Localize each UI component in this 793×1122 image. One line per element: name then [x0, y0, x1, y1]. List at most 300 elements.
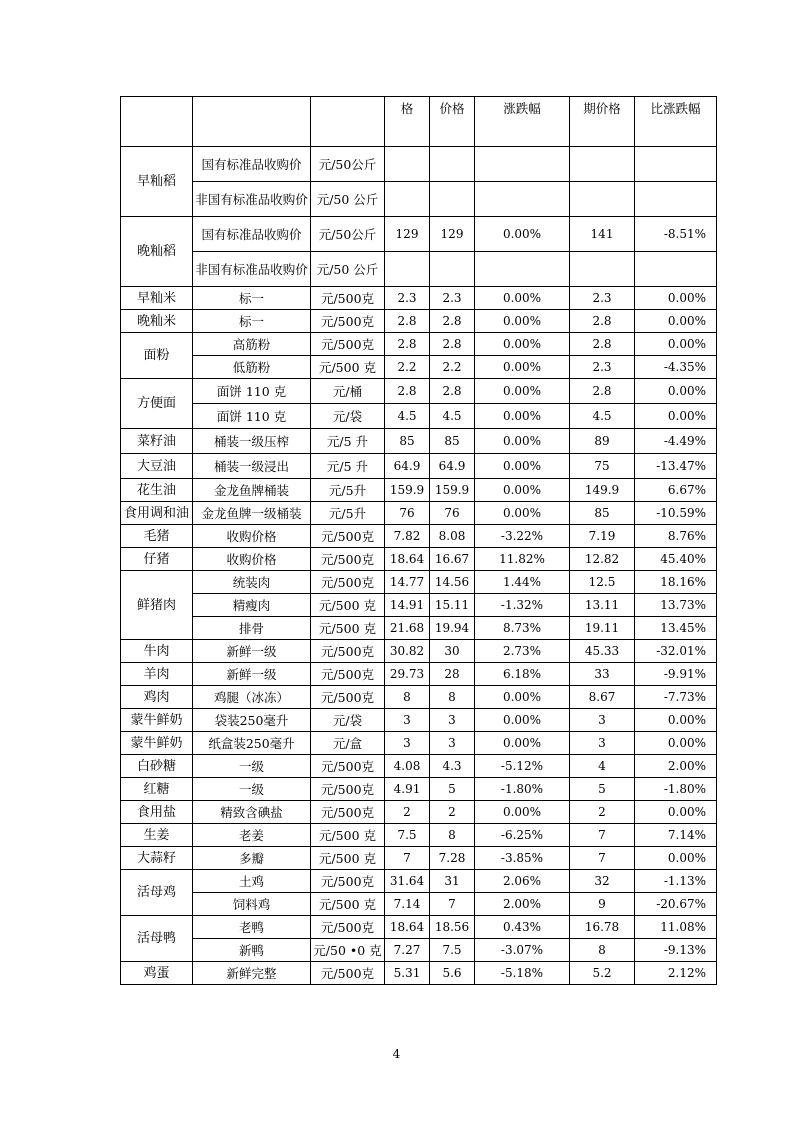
previous-price-cell: 16.67 [430, 548, 475, 571]
current-price-cell: 129 [385, 217, 430, 252]
header-cell: 价格 [430, 97, 475, 147]
change-cell: 0.43% [475, 916, 570, 939]
header-cell [311, 97, 385, 147]
last-period-price-cell: 2.3 [570, 356, 635, 379]
table-row [121, 571, 717, 594]
yoy-change-cell: 2.12% [635, 962, 717, 985]
current-price-cell [385, 147, 430, 182]
last-period-price-cell: 19.11 [570, 617, 635, 640]
table-row [121, 870, 717, 893]
previous-price-cell: 3 [430, 732, 475, 755]
unit-cell: 元/500 克 [311, 356, 385, 379]
item-cell: 早籼米 [121, 287, 193, 310]
unit-cell: 元/500克 [311, 663, 385, 686]
item-cell: 蒙牛鲜奶 [121, 709, 193, 732]
last-period-price-cell: 3 [570, 709, 635, 732]
item-cell: 方便面 [121, 379, 193, 429]
last-period-price-cell: 9 [570, 893, 635, 916]
previous-price-cell: 2 [430, 801, 475, 824]
current-price-cell: 2.8 [385, 333, 430, 356]
table-row [121, 709, 717, 732]
yoy-change-cell: -10.59% [635, 502, 717, 525]
spec-cell: 国有标准品收购价 [193, 217, 311, 252]
item-cell: 花生油 [121, 479, 193, 502]
spec-cell: 非国有标准品收购价 [193, 252, 311, 287]
current-price-cell [385, 252, 430, 287]
last-period-price-cell: 33 [570, 663, 635, 686]
last-period-price-cell: 45.33 [570, 640, 635, 663]
previous-price-cell: 5.6 [430, 962, 475, 985]
current-price-cell: 7.5 [385, 824, 430, 847]
change-cell: -5.12% [475, 755, 570, 778]
header-cell [193, 97, 311, 147]
spec-cell: 精瘦肉 [193, 594, 311, 617]
spec-cell: 新鸭 [193, 939, 311, 962]
table-row [121, 755, 717, 778]
spec-cell: 收购价格 [193, 548, 311, 571]
current-price-cell: 85 [385, 429, 430, 454]
item-cell: 早籼稻 [121, 147, 193, 217]
unit-cell: 元/500克 [311, 548, 385, 571]
current-price-cell: 64.9 [385, 454, 430, 479]
last-period-price-cell: 5.2 [570, 962, 635, 985]
change-cell: 1.44% [475, 571, 570, 594]
change-cell: 0.00% [475, 287, 570, 310]
unit-cell: 元/5升 [311, 502, 385, 525]
last-period-price-cell: 7 [570, 824, 635, 847]
current-price-cell: 7 [385, 847, 430, 870]
unit-cell: 元/50公斤 [311, 217, 385, 252]
item-cell: 大豆油 [121, 454, 193, 479]
previous-price-cell: 64.9 [430, 454, 475, 479]
table-row [121, 182, 717, 217]
change-cell: -5.18% [475, 962, 570, 985]
last-period-price-cell: 13.11 [570, 594, 635, 617]
yoy-change-cell: 45.40% [635, 548, 717, 571]
unit-cell: 元/500克 [311, 755, 385, 778]
yoy-change-cell: 0.00% [635, 404, 717, 429]
current-price-cell: 14.91 [385, 594, 430, 617]
previous-price-cell: 5 [430, 778, 475, 801]
header-cell: 格 [385, 97, 430, 147]
change-cell: 0.00% [475, 709, 570, 732]
table-row [121, 502, 717, 525]
last-period-price-cell: 75 [570, 454, 635, 479]
change-cell: -3.22% [475, 525, 570, 548]
unit-cell: 元/500克 [311, 686, 385, 709]
table-row [121, 310, 717, 333]
previous-price-cell: 7.5 [430, 939, 475, 962]
previous-price-cell: 28 [430, 663, 475, 686]
change-cell [475, 252, 570, 287]
table-row [121, 287, 717, 310]
current-price-cell: 2.3 [385, 287, 430, 310]
spec-cell: 老姜 [193, 824, 311, 847]
yoy-change-cell: 18.16% [635, 571, 717, 594]
yoy-change-cell: -1.13% [635, 870, 717, 893]
current-price-cell: 31.64 [385, 870, 430, 893]
yoy-change-cell: 0.00% [635, 310, 717, 333]
spec-cell: 金龙鱼牌桶装 [193, 479, 311, 502]
yoy-change-cell: 7.14% [635, 824, 717, 847]
current-price-cell [385, 182, 430, 217]
current-price-cell: 7.14 [385, 893, 430, 916]
change-cell: 0.00% [475, 333, 570, 356]
unit-cell: 元/500克 [311, 962, 385, 985]
unit-cell: 元/5升 [311, 479, 385, 502]
yoy-change-cell: 13.73% [635, 594, 717, 617]
table-row [121, 525, 717, 548]
previous-price-cell: 2.8 [430, 379, 475, 404]
item-cell: 食用调和油 [121, 502, 193, 525]
spec-cell: 面饼 110 克 [193, 404, 311, 429]
current-price-cell: 4.5 [385, 404, 430, 429]
table-row [121, 893, 717, 916]
previous-price-cell: 129 [430, 217, 475, 252]
change-cell: 0.00% [475, 732, 570, 755]
change-cell: 11.82% [475, 548, 570, 571]
previous-price-cell: 18.56 [430, 916, 475, 939]
unit-cell: 元/5 升 [311, 454, 385, 479]
change-cell: -6.25% [475, 824, 570, 847]
current-price-cell: 8 [385, 686, 430, 709]
unit-cell: 元/50 公斤 [311, 252, 385, 287]
table-row [121, 479, 717, 502]
table-row [121, 778, 717, 801]
last-period-price-cell: 2.3 [570, 287, 635, 310]
table-row [121, 429, 717, 454]
previous-price-cell: 2.2 [430, 356, 475, 379]
previous-price-cell: 76 [430, 502, 475, 525]
current-price-cell: 18.64 [385, 548, 430, 571]
yoy-change-cell: -8.51% [635, 217, 717, 252]
previous-price-cell: 4.5 [430, 404, 475, 429]
spec-cell: 一级 [193, 778, 311, 801]
change-cell: 6.18% [475, 663, 570, 686]
previous-price-cell: 4.3 [430, 755, 475, 778]
unit-cell: 元/500克 [311, 778, 385, 801]
previous-price-cell: 159.9 [430, 479, 475, 502]
last-period-price-cell: 2.8 [570, 379, 635, 404]
current-price-cell: 30.82 [385, 640, 430, 663]
item-cell: 晚籼稻 [121, 217, 193, 287]
current-price-cell: 4.08 [385, 755, 430, 778]
unit-cell: 元/桶 [311, 379, 385, 404]
header-row [121, 97, 717, 147]
item-cell: 活母鸡 [121, 870, 193, 916]
previous-price-cell: 7 [430, 893, 475, 916]
previous-price-cell [430, 252, 475, 287]
spec-cell: 鸡腿（冰冻） [193, 686, 311, 709]
last-period-price-cell: 85 [570, 502, 635, 525]
last-period-price-cell: 4.5 [570, 404, 635, 429]
unit-cell: 元/袋 [311, 404, 385, 429]
change-cell: 2.06% [475, 870, 570, 893]
yoy-change-cell: 13.45% [635, 617, 717, 640]
item-cell: 晚籼米 [121, 310, 193, 333]
last-period-price-cell: 16.78 [570, 916, 635, 939]
unit-cell: 元/50公斤 [311, 147, 385, 182]
change-cell: 0.00% [475, 686, 570, 709]
current-price-cell: 21.68 [385, 617, 430, 640]
yoy-change-cell: -9.91% [635, 663, 717, 686]
change-cell: 0.00% [475, 454, 570, 479]
change-cell [475, 182, 570, 217]
unit-cell: 元/500克 [311, 801, 385, 824]
unit-cell: 元/500 克 [311, 617, 385, 640]
previous-price-cell [430, 182, 475, 217]
header-cell: 比涨跌幅 [635, 97, 717, 147]
yoy-change-cell: 8.76% [635, 525, 717, 548]
current-price-cell: 7.27 [385, 939, 430, 962]
previous-price-cell: 14.56 [430, 571, 475, 594]
spec-cell: 排骨 [193, 617, 311, 640]
previous-price-cell: 8 [430, 686, 475, 709]
item-cell: 面粉 [121, 333, 193, 379]
current-price-cell: 29.73 [385, 663, 430, 686]
current-price-cell: 2.2 [385, 356, 430, 379]
item-cell: 食用盐 [121, 801, 193, 824]
header-cell: 期价格 [570, 97, 635, 147]
spec-cell: 国有标准品收购价 [193, 147, 311, 182]
table-row [121, 663, 717, 686]
item-cell: 活母鸭 [121, 916, 193, 962]
item-cell: 毛猪 [121, 525, 193, 548]
yoy-change-cell: -9.13% [635, 939, 717, 962]
unit-cell: 元/500 克 [311, 847, 385, 870]
unit-cell: 元/50 •0 克 [311, 939, 385, 962]
table-row [121, 916, 717, 939]
change-cell: 0.00% [475, 429, 570, 454]
item-cell: 白砂糖 [121, 755, 193, 778]
yoy-change-cell: 0.00% [635, 847, 717, 870]
previous-price-cell: 2.8 [430, 310, 475, 333]
spec-cell: 新鲜一级 [193, 640, 311, 663]
yoy-change-cell: -32.01% [635, 640, 717, 663]
change-cell: 2.00% [475, 893, 570, 916]
yoy-change-cell: -13.47% [635, 454, 717, 479]
yoy-change-cell: -7.73% [635, 686, 717, 709]
yoy-change-cell: -4.49% [635, 429, 717, 454]
last-period-price-cell: 8.67 [570, 686, 635, 709]
spec-cell: 标一 [193, 310, 311, 333]
yoy-change-cell: 0.00% [635, 732, 717, 755]
previous-price-cell: 3 [430, 709, 475, 732]
last-period-price-cell [570, 182, 635, 217]
spec-cell: 老鸭 [193, 916, 311, 939]
unit-cell: 元/500 克 [311, 893, 385, 916]
table-row [121, 939, 717, 962]
previous-price-cell: 31 [430, 870, 475, 893]
change-cell: -1.32% [475, 594, 570, 617]
current-price-cell: 76 [385, 502, 430, 525]
last-period-price-cell: 12.5 [570, 571, 635, 594]
unit-cell: 元/500克 [311, 870, 385, 893]
table-row [121, 548, 717, 571]
item-cell: 牛肉 [121, 640, 193, 663]
previous-price-cell [430, 147, 475, 182]
unit-cell: 元/500克 [311, 333, 385, 356]
yoy-change-cell: 6.67% [635, 479, 717, 502]
yoy-change-cell [635, 147, 717, 182]
header-cell: 涨跌幅 [475, 97, 570, 147]
yoy-change-cell: 0.00% [635, 379, 717, 404]
yoy-change-cell: 2.00% [635, 755, 717, 778]
change-cell: -1.80% [475, 778, 570, 801]
last-period-price-cell: 3 [570, 732, 635, 755]
change-cell: 0.00% [475, 310, 570, 333]
table-row [121, 640, 717, 663]
item-cell: 菜籽油 [121, 429, 193, 454]
table-row [121, 594, 717, 617]
previous-price-cell: 7.28 [430, 847, 475, 870]
spec-cell: 新鲜完整 [193, 962, 311, 985]
last-period-price-cell: 2 [570, 801, 635, 824]
item-cell: 红糖 [121, 778, 193, 801]
item-cell: 仔猪 [121, 548, 193, 571]
unit-cell: 元/500克 [311, 640, 385, 663]
last-period-price-cell: 141 [570, 217, 635, 252]
spec-cell: 金龙鱼牌一级桶装 [193, 502, 311, 525]
change-cell: 0.00% [475, 502, 570, 525]
spec-cell: 多瓣 [193, 847, 311, 870]
last-period-price-cell: 2.8 [570, 333, 635, 356]
current-price-cell: 14.77 [385, 571, 430, 594]
unit-cell: 元/袋 [311, 709, 385, 732]
table-row [121, 617, 717, 640]
item-cell: 鲜猪肉 [121, 571, 193, 640]
yoy-change-cell: -1.80% [635, 778, 717, 801]
unit-cell: 元/500克 [311, 525, 385, 548]
last-period-price-cell: 32 [570, 870, 635, 893]
current-price-cell: 4.91 [385, 778, 430, 801]
price-table [120, 96, 717, 985]
last-period-price-cell: 5 [570, 778, 635, 801]
table-row [121, 147, 717, 182]
unit-cell: 元/50 公斤 [311, 182, 385, 217]
table-row [121, 801, 717, 824]
spec-cell: 土鸡 [193, 870, 311, 893]
table-row [121, 962, 717, 985]
item-cell: 大蒜籽 [121, 847, 193, 870]
current-price-cell: 3 [385, 709, 430, 732]
previous-price-cell: 85 [430, 429, 475, 454]
item-cell: 鸡肉 [121, 686, 193, 709]
last-period-price-cell [570, 147, 635, 182]
table-row [121, 356, 717, 379]
previous-price-cell: 15.11 [430, 594, 475, 617]
last-period-price-cell: 89 [570, 429, 635, 454]
unit-cell: 元/盒 [311, 732, 385, 755]
last-period-price-cell: 8 [570, 939, 635, 962]
previous-price-cell: 30 [430, 640, 475, 663]
spec-cell: 精致含碘盐 [193, 801, 311, 824]
table-row [121, 686, 717, 709]
change-cell: 0.00% [475, 217, 570, 252]
current-price-cell: 2.8 [385, 310, 430, 333]
table-row [121, 333, 717, 356]
current-price-cell: 3 [385, 732, 430, 755]
spec-cell: 一级 [193, 755, 311, 778]
change-cell: 0.00% [475, 801, 570, 824]
change-cell: 0.00% [475, 404, 570, 429]
yoy-change-cell: 0.00% [635, 709, 717, 732]
spec-cell: 桶装一级压榨 [193, 429, 311, 454]
unit-cell: 元/500克 [311, 310, 385, 333]
previous-price-cell: 2.3 [430, 287, 475, 310]
yoy-change-cell [635, 252, 717, 287]
spec-cell: 非国有标准品收购价 [193, 182, 311, 217]
yoy-change-cell: 11.08% [635, 916, 717, 939]
page-number: 4 [392, 1047, 401, 1061]
last-period-price-cell: 149.9 [570, 479, 635, 502]
change-cell: 0.00% [475, 356, 570, 379]
unit-cell: 元/500 克 [311, 824, 385, 847]
spec-cell: 收购价格 [193, 525, 311, 548]
spec-cell: 高筋粉 [193, 333, 311, 356]
current-price-cell: 5.31 [385, 962, 430, 985]
unit-cell: 元/500克 [311, 916, 385, 939]
last-period-price-cell: 2.8 [570, 310, 635, 333]
spec-cell: 低筋粉 [193, 356, 311, 379]
change-cell [475, 147, 570, 182]
change-cell: 0.00% [475, 379, 570, 404]
table-row [121, 454, 717, 479]
spec-cell: 统装肉 [193, 571, 311, 594]
change-cell: -3.85% [475, 847, 570, 870]
previous-price-cell: 2.8 [430, 333, 475, 356]
unit-cell: 元/500克 [311, 571, 385, 594]
unit-cell: 元/500 克 [311, 594, 385, 617]
spec-cell: 标一 [193, 287, 311, 310]
last-period-price-cell [570, 252, 635, 287]
last-period-price-cell: 7.19 [570, 525, 635, 548]
current-price-cell: 2.8 [385, 379, 430, 404]
yoy-change-cell [635, 182, 717, 217]
current-price-cell: 7.82 [385, 525, 430, 548]
yoy-change-cell: 0.00% [635, 333, 717, 356]
yoy-change-cell: -4.35% [635, 356, 717, 379]
change-cell: 2.73% [475, 640, 570, 663]
change-cell: 8.73% [475, 617, 570, 640]
spec-cell: 纸盒装250毫升 [193, 732, 311, 755]
change-cell: 0.00% [475, 479, 570, 502]
header-cell [121, 97, 193, 147]
item-cell: 蒙牛鲜奶 [121, 732, 193, 755]
table-row [121, 732, 717, 755]
last-period-price-cell: 7 [570, 847, 635, 870]
table-row [121, 217, 717, 252]
yoy-change-cell: 0.00% [635, 287, 717, 310]
spec-cell: 桶装一级浸出 [193, 454, 311, 479]
current-price-cell: 18.64 [385, 916, 430, 939]
yoy-change-cell: -20.67% [635, 893, 717, 916]
table-row [121, 379, 717, 404]
change-cell: -3.07% [475, 939, 570, 962]
yoy-change-cell: 0.00% [635, 801, 717, 824]
previous-price-cell: 19.94 [430, 617, 475, 640]
table-row [121, 404, 717, 429]
last-period-price-cell: 12.82 [570, 548, 635, 571]
item-cell: 羊肉 [121, 663, 193, 686]
item-cell: 鸡蛋 [121, 962, 193, 985]
last-period-price-cell: 4 [570, 755, 635, 778]
spec-cell: 袋装250毫升 [193, 709, 311, 732]
table-row [121, 252, 717, 287]
previous-price-cell: 8.08 [430, 525, 475, 548]
table-row [121, 824, 717, 847]
current-price-cell: 159.9 [385, 479, 430, 502]
